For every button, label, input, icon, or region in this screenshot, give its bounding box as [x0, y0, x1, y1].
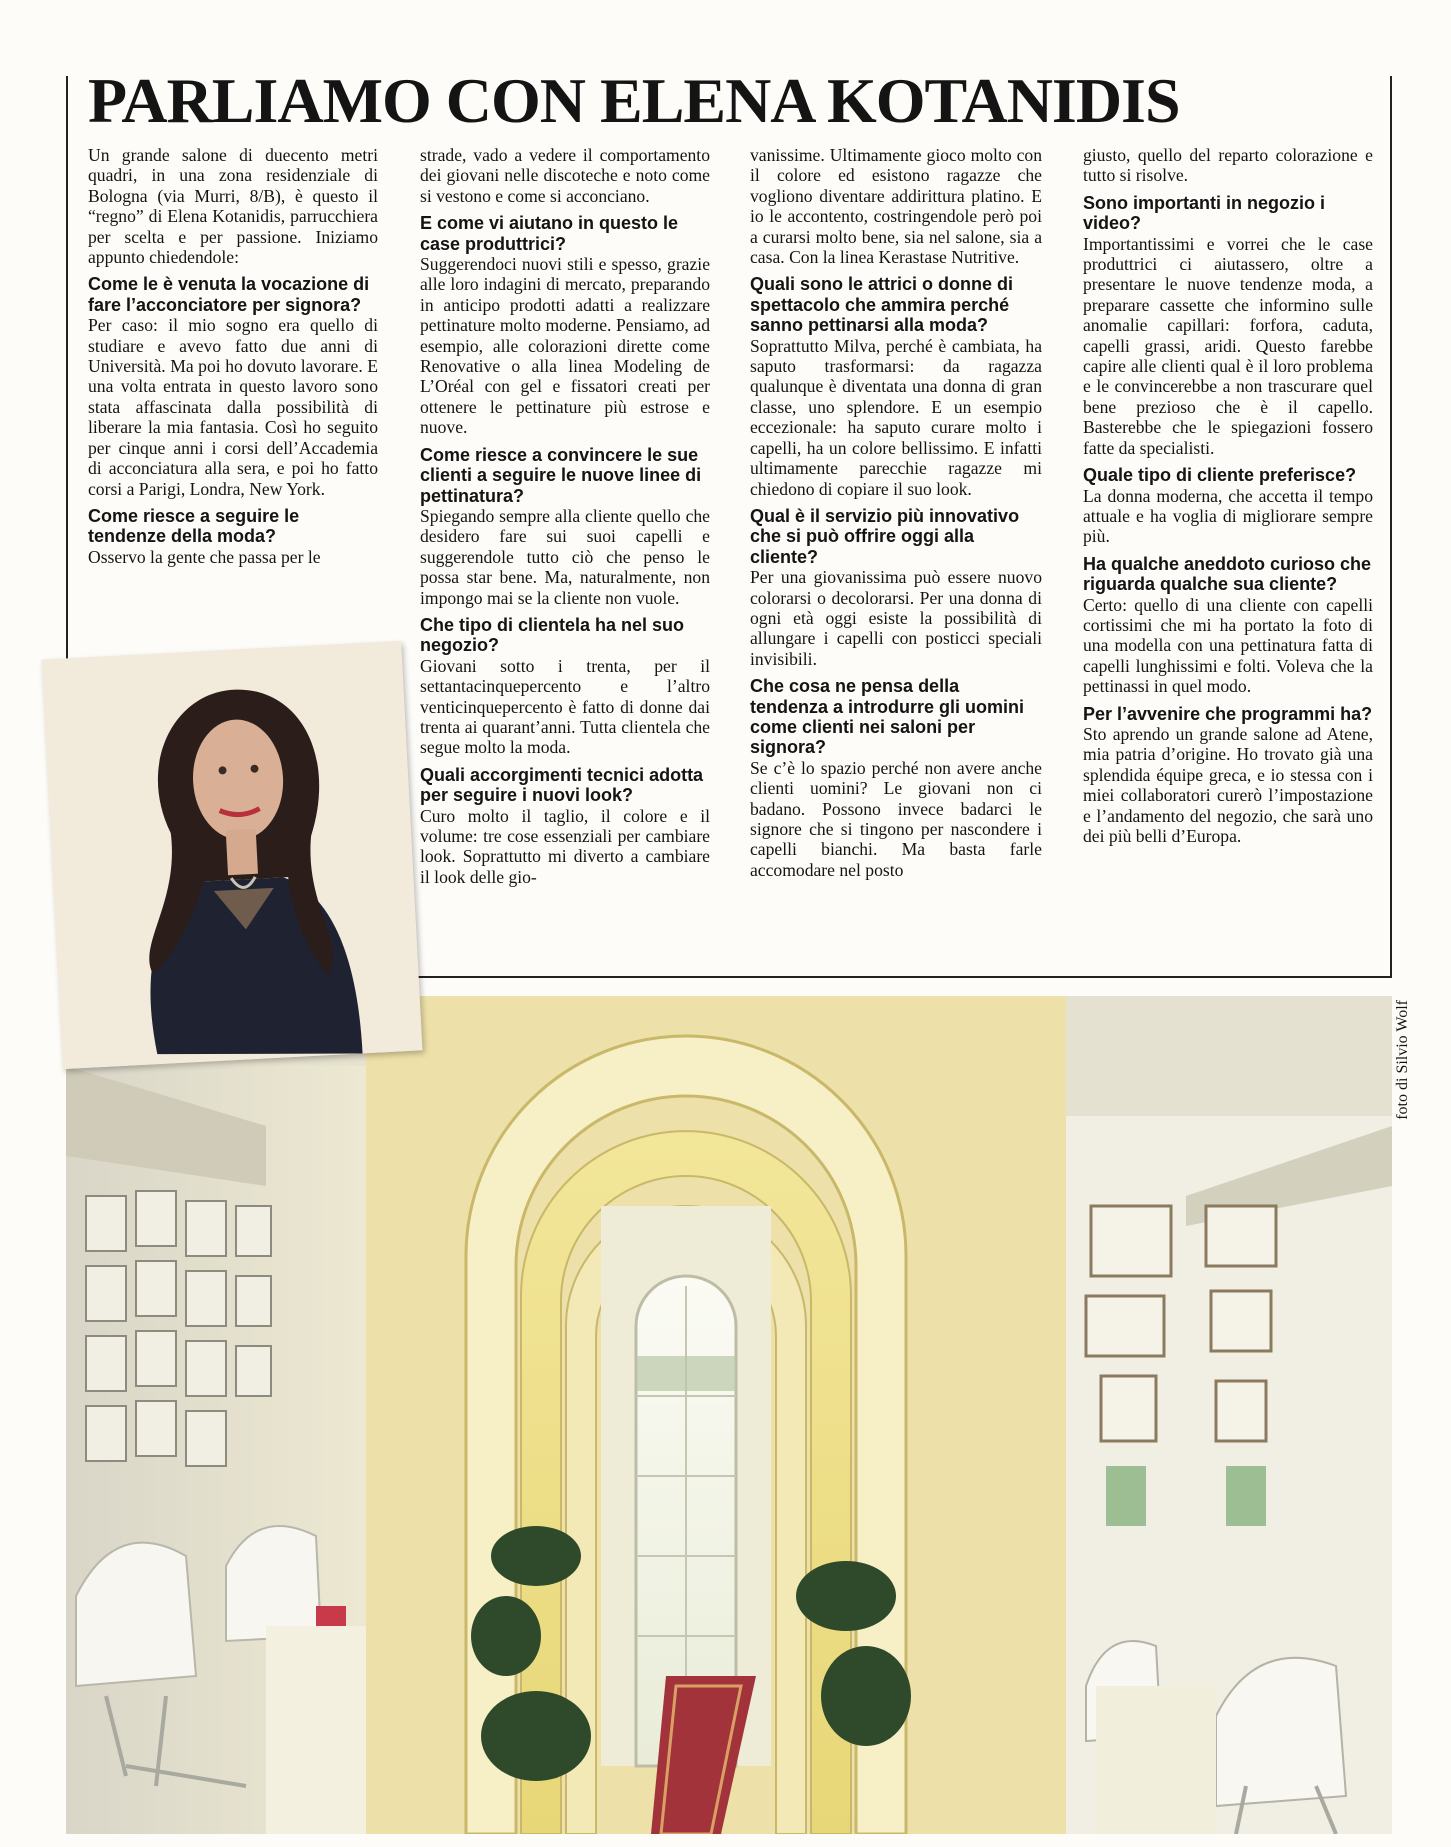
interview-question: Che tipo di clientela ha nel suo negozio?	[420, 614, 685, 656]
interview-paragraph: La donna moderna, che accetta il tempo attuale e ha voglia di migliorare sempre più.	[1083, 485, 1373, 547]
interview-paragraph: Per caso: il mio sogno era quello di studiare e avevo fatto due anni di Università. Ma poi ho dovuto lavorare. E una volta entrata in questo lavoro sono stata affascinata dalla possibilità di liberare la mia fantasia. Così ho seguito per cinque anni i corsi dell’Accademia di acconciatura alla sera, e poi ho fatto corsi a Parigi, Londra, New York.	[88, 315, 378, 499]
interview-paragraph: vanissime. Ultimamente gioco molto con il colore ed esistono ragazze che vogliono diventare addirittura platino. E io le accontento, costringendole però poi a curarsi molto bene, sia nel salone, sia a casa. Con la linea Kerastase Nutritive.	[750, 145, 1042, 268]
interview-paragraph: Spiegando sempre alla cliente quello che desidero fare sui suoi capelli e suggerendole tutto ciò che penso le possa star bene. Ma, naturalmente, non impongo mai se la cliente non vuole.	[420, 505, 710, 608]
interview-paragraph: Importantissimi e vorrei che le case produttrici ci aiutassero, oltre a presentare le nuove tendenze moda, a preparare cassette che informino sulle anomalie capillari: forfora, caduta, capelli grassi, aridi. Questo farebbe capire alle clienti qual è il loro problema e le convincerebbe a non trascurare quel bene prezioso che è il capello. Basterebbe che le spiegazioni fossero fatte da specialisti.	[1083, 233, 1373, 458]
interview-question: Quali accorgimenti tecnici adotta per seguire i nuovi look?	[420, 764, 704, 806]
interview-paragraph: Se c’è lo spazio perché non avere anche clienti uomini? Le giovani non ci badano. Possono invece badarci le signore che si tingono per nascondere i capelli bianchi. Ma basta farle accomodare nel posto	[750, 757, 1042, 880]
interview-question: Ha qualche aneddoto curioso che riguarda qualche sua cliente?	[1083, 553, 1372, 595]
interview-question: Quale tipo di cliente preferisce?	[1083, 465, 1357, 486]
portrait-photo	[42, 641, 423, 1069]
article-title: PARLIAMO CON ELENA KOTANIDIS	[88, 65, 1180, 136]
portrait-illustration	[42, 641, 423, 1069]
interview-question: Per l’avvenire che programmi ha?	[1083, 703, 1373, 724]
frame-rule-right	[1390, 76, 1392, 978]
interview-paragraph: Soprattutto Milva, perché è cambiata, ha saputo trasformarsi: da ragazza qualunque è diventata una donna di gran classe, uno splendore. E un esempio eccezionale: ha saputo curare molto i capelli, ha un colore bellissimo. E infatti ultimamente parecchie ragazze mi chiedono di copiare il suo look.	[750, 335, 1042, 499]
article-column-1	[88, 145, 378, 567]
interview-paragraph: Un grande salone di duecento metri quadri, in una zona residenziale di Bologna (via Murri, 8/B), è questo il “regno” di Elena Kotanidis, parrucchiera per scelta e per passione. Iniziamo appunto chiedendole:	[88, 145, 378, 268]
interview-paragraph: Sto aprendo un grande salone ad Atene, mia patria d’origine. Ho trovato già una splendida équipe greca, e io stessa con i miei collaboratori curerò l’impostazione e l’andamento del negozio, che sarà uno dei più belli d’Europa.	[1083, 723, 1373, 846]
interview-question: Sono importanti in negozio i video?	[1083, 192, 1325, 234]
interview-question: Come riesce a seguire le tendenze della moda?	[88, 505, 300, 547]
interview-paragraph: strade, vado a vedere il comportamento dei giovani nelle discoteche e noto come si vestono e come si acconciano.	[420, 145, 710, 206]
interview-question: Quali sono le attrici o donne di spettacolo che ammira perché sanno pettinarsi alla moda?	[750, 274, 1014, 336]
interview-question: Come riesce a convincere le sue clienti a seguire le nuove linee di pettinatura?	[420, 444, 702, 506]
photo-credit-text: foto di Silvio Wolf	[1394, 1000, 1411, 1120]
interview-paragraph: giusto, quello del reparto colorazione e tutto si risolve.	[1083, 145, 1373, 186]
salon-illustration	[66, 996, 1392, 1834]
interview-question: Come le è venuta la vocazione di fare l’acconciatore per signora?	[88, 274, 370, 315]
article-column-3	[750, 145, 1042, 880]
interview-paragraph: Osservo la gente che passa per le	[88, 546, 321, 567]
interview-paragraph: Per una giovanissima può essere nuovo colorarsi o decolorarsi. Per una donna di ogni età oggi esiste la possibilità di allungare i capelli con posticci speciali invisibili.	[750, 567, 1042, 669]
frame-rule-bottom-right	[400, 976, 1392, 978]
interview-paragraph: Giovani sotto i trenta, per il settantacinquepercento e l’altro venticinquepercento è fatto di donne dai trenta ai quarant’anni. Tutta clientela che segue molto la moda.	[420, 655, 710, 758]
interview-paragraph: Suggerendoci nuovi stili e spesso, grazie alle loro indagini di mercato, preparando in anticipo prodotti adatti a realizzare pettinature molto moderne. Pensiamo, ad esempio, alle colorazioni dirette come Renovative o alla linea Modeling de L’Oréal con gel e fissatori creati per ottenere le pettinature più estrose e nuove.	[420, 254, 710, 438]
photo-credit	[1394, 1000, 1420, 1180]
interview-question: Che cosa ne pensa della tendenza a introdurre gli uomini come clienti nei saloni per signora?	[750, 676, 1025, 758]
interview-paragraph: Curo molto il taglio, il colore e il volume: tre cose essenziali per cambiare look. Soprattutto mi diverto a cambiare il look delle gio-	[420, 805, 710, 887]
interview-question: Qual è il servizio più innovativo che si può offrire oggi alla cliente?	[750, 505, 1020, 567]
article-column-4	[1083, 145, 1373, 846]
interview-paragraph: Certo: quello di una cliente con capelli cortissimi che mi ha portato la foto di una modella con una pettinatura fatta di capelli lunghissimi e folti. Voleva che la pettinassi in quel modo.	[1083, 594, 1373, 697]
interview-question: E come vi aiutano in questo le case produttrici?	[420, 213, 679, 254]
article-column-2	[420, 145, 710, 887]
salon-interior-photo	[66, 996, 1392, 1834]
